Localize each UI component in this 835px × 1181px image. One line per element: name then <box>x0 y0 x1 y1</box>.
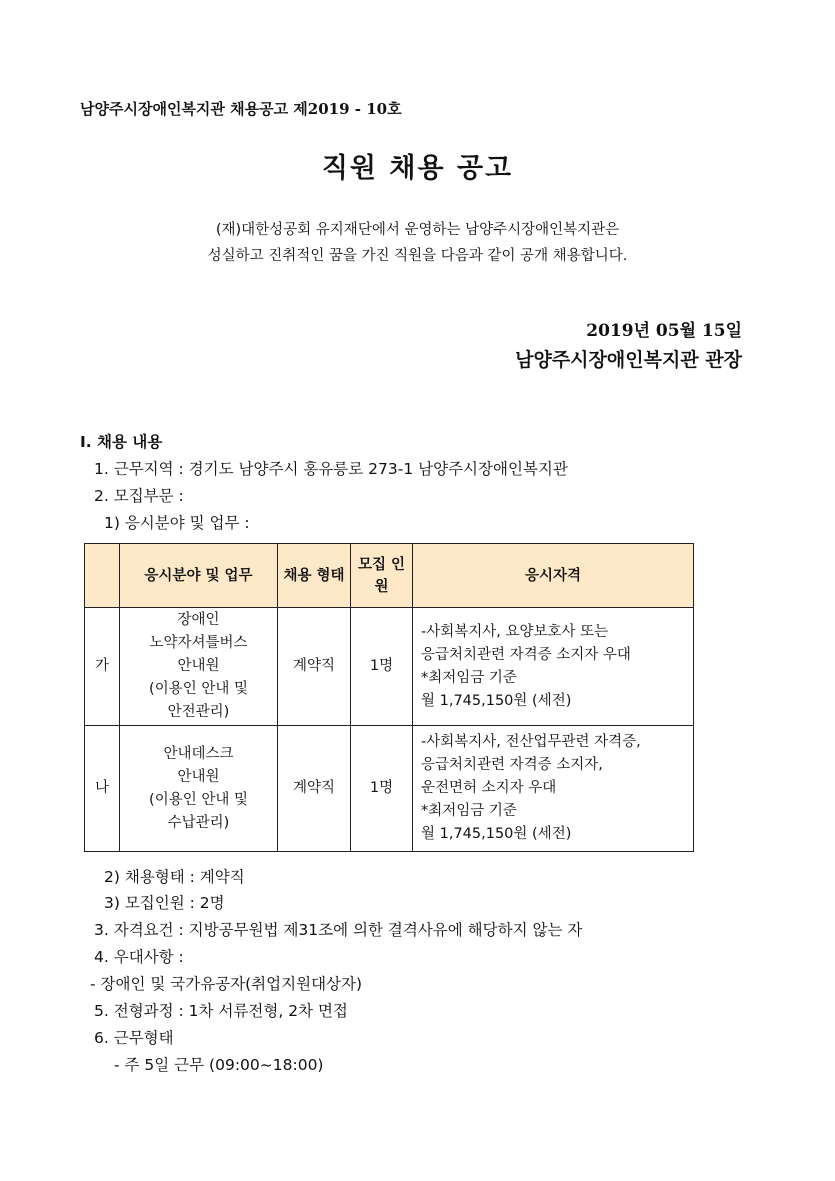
notice-number: 남양주시장애인복지관 채용공고 제2019 - 10호 <box>80 100 402 118</box>
header-marker-cell <box>85 544 120 608</box>
qualification-cell <box>413 608 694 726</box>
header-text: 모집 <box>357 556 386 573</box>
field-text: 수납관리) <box>167 814 230 831</box>
header-qualification: 응시자격 <box>413 544 694 608</box>
row-marker: 가 <box>85 608 120 726</box>
field-text: 장애인 <box>177 612 220 628</box>
table-header-row <box>85 544 694 608</box>
table-row <box>85 608 694 726</box>
header-employment-type <box>278 544 351 608</box>
field-text: 안내원 <box>177 768 220 785</box>
qualification-text: -사회복지사, 전산업무관련 자격증, <box>421 734 641 750</box>
employment-type-cell: 계약직 <box>278 608 351 726</box>
field-text: (이용인 안내 및 <box>149 681 248 697</box>
qualification-text: 월 1,745,150원 (세전) <box>421 826 572 842</box>
section-heading: Ⅰ. 채용 내용 <box>80 433 163 451</box>
qualification-text: 운전면허 소지자 우대 <box>421 780 557 796</box>
field-cell <box>120 608 278 726</box>
qualification-text: *최저임금 기준 <box>421 669 517 686</box>
header-headcount <box>351 544 413 608</box>
header-field: 응시분야 및 업무 <box>120 544 278 608</box>
qualification-text: 월 1,745,150원 (세전) <box>421 692 572 709</box>
work-type-line: 6. 근무형태 <box>94 1029 174 1047</box>
jobs-table <box>84 543 694 852</box>
header-text: 형태 <box>316 567 345 584</box>
field-text: 안내원 <box>177 658 220 674</box>
preference-item: - 장애인 및 국가유공자(취업지원대상자) <box>90 975 363 993</box>
field-duty-line: 1) 응시분야 및 업무 : <box>104 514 250 532</box>
headcount-cell: 1명 <box>351 608 413 726</box>
field-cell <box>120 726 278 852</box>
eligibility-line: 3. 자격요건 : 지방공무원법 제31조에 의한 결격사유에 해당하지 않는 자 <box>94 921 583 939</box>
selection-process-line: 5. 전형과정 : 1차 서류전형, 2차 면접 <box>94 1002 348 1020</box>
employment-type-line: 2) 채용형태 : 계약직 <box>104 868 245 886</box>
field-text: (이용인 안내 및 <box>149 791 248 808</box>
header-text: 인원 <box>374 556 406 595</box>
table-row <box>85 726 694 852</box>
work-location-line: 1. 근무지역 : 경기도 남양주시 홍유릉로 273-1 남양주시장애인복지관 <box>94 460 568 478</box>
field-text: 안내데스크 <box>163 745 234 762</box>
header-text: 채용 <box>283 567 312 584</box>
field-text: 안전관리) <box>167 704 230 720</box>
qualification-text: -사회복지사, 요양보호사 또는 <box>421 623 609 640</box>
row-marker: 나 <box>85 726 120 852</box>
headcount-cell: 1명 <box>351 726 413 852</box>
preference-line: 4. 우대사항 : <box>94 948 184 966</box>
page-title: 직원 채용 공고 <box>321 153 514 184</box>
qualification-text: *최저임금 기준 <box>421 803 517 819</box>
qualification-text: 응급처치관련 자격증 소지자 우대 <box>421 646 631 663</box>
recruit-division-line: 2. 모집부문 : <box>94 487 184 505</box>
qualification-text: 응급처치관련 자격증 소지자, <box>421 757 603 773</box>
issuer: 남양주시장애인복지관 관장 <box>515 349 742 371</box>
qualification-cell <box>413 726 694 852</box>
intro-line: 성실하고 진취적인 꿈을 가진 직원을 다음과 같이 공개 채용합니다. <box>207 248 628 264</box>
field-text: 노약자셔틀버스 <box>149 635 248 651</box>
intro-line: (재)대한성공회 유지재단에서 운영하는 남양주시장애인복지관은 <box>215 222 620 238</box>
work-schedule-item: - 주 5일 근무 (09:00~18:00) <box>114 1056 324 1074</box>
employment-type-cell: 계약직 <box>278 726 351 852</box>
headcount-line: 3) 모집인원 : 2명 <box>104 894 225 912</box>
notice-date: 2019년 05월 15일 <box>586 321 742 341</box>
